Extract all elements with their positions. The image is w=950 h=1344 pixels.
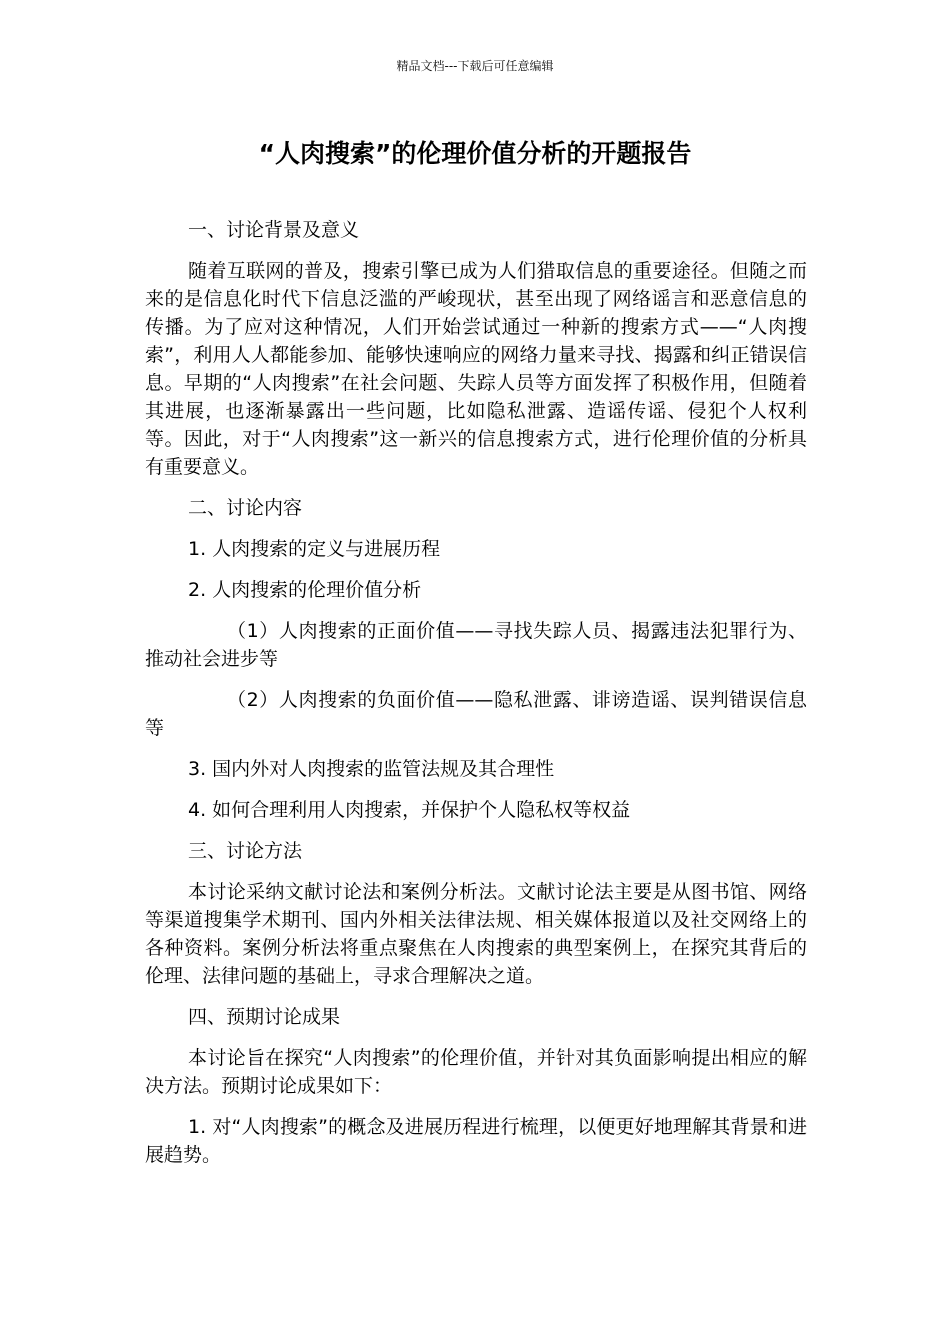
section-heading-method: 三、讨论方法 xyxy=(188,840,303,862)
list-item-privacy: 4. 如何合理利用人肉搜索，并保护个人隐私权等权益 xyxy=(188,799,631,821)
sub-item-positive-value: （1）人肉搜索的正面价值——寻找失踪人员、揭露违法犯罪行为、推动社会进步等 xyxy=(145,620,807,670)
page-header: 精品文档---下载后可任意编辑 xyxy=(396,59,554,73)
section-heading-background: 一、讨论背景及意义 xyxy=(188,219,360,241)
list-item-outcome-1: 1. 对“人肉搜索”的概念及进展历程进行梳理，以便更好地理解其背景和进展趋势。 xyxy=(145,1116,807,1166)
sub-item-negative-value: （2）人肉搜索的负面价值——隐私泄露、诽谤造谣、误判错误信息等 xyxy=(145,689,807,739)
list-item-definition: 1. 人肉搜索的定义与进展历程 xyxy=(188,538,441,560)
document-body xyxy=(145,216,807,1182)
paragraph-outcomes-intro: 本讨论旨在探究“人肉搜索”的伦理价值，并针对其负面影响提出相应的解决方法。预期讨论成果如下： xyxy=(145,1047,807,1097)
list-item-ethics-analysis: 2. 人肉搜索的伦理价值分析 xyxy=(188,579,422,601)
paragraph-method: 本讨论采纳文献讨论法和案例分析法。文献讨论法主要是从图书馆、网络等渠道搜集学术期刊、国内外相关法律法规、相关媒体报道以及社交网络上的各种资料。案例分析法将重点聚焦在人肉搜索的典型案例上，在探究其背后的伦理、法律问题的基础上，寻求合理解决之道。 xyxy=(145,881,807,987)
section-heading-content: 二、讨论内容 xyxy=(188,497,303,519)
document-title: “人肉搜索”的伦理价值分析的开题报告 xyxy=(258,139,692,168)
paragraph-background: 随着互联网的普及，搜索引擎已成为人们猎取信息的重要途径。但随之而来的是信息化时代下信息泛滥的严峻现状，甚至出现了网络谣言和恶意信息的传播。为了应对这种情况，人们开始尝试通过一种新的搜索方式——“人肉搜索”，利用人人都能参加、能够快速响应的网络力量来寻找、揭露和纠正错误信息。早期的“人肉搜索”在社会问题、失踪人员等方面发挥了积极作用，但随着其进展，也逐渐暴露出一些问题，比如隐私泄露、造谣传谣、侵犯个人权利等。因此，对于“人肉搜索”这一新兴的信息搜索方式，进行伦理价值的分析具有重要意义。 xyxy=(145,260,807,478)
list-item-regulation: 3. 国内外对人肉搜索的监管法规及其合理性 xyxy=(188,758,555,780)
section-heading-outcomes: 四、预期讨论成果 xyxy=(188,1006,341,1028)
